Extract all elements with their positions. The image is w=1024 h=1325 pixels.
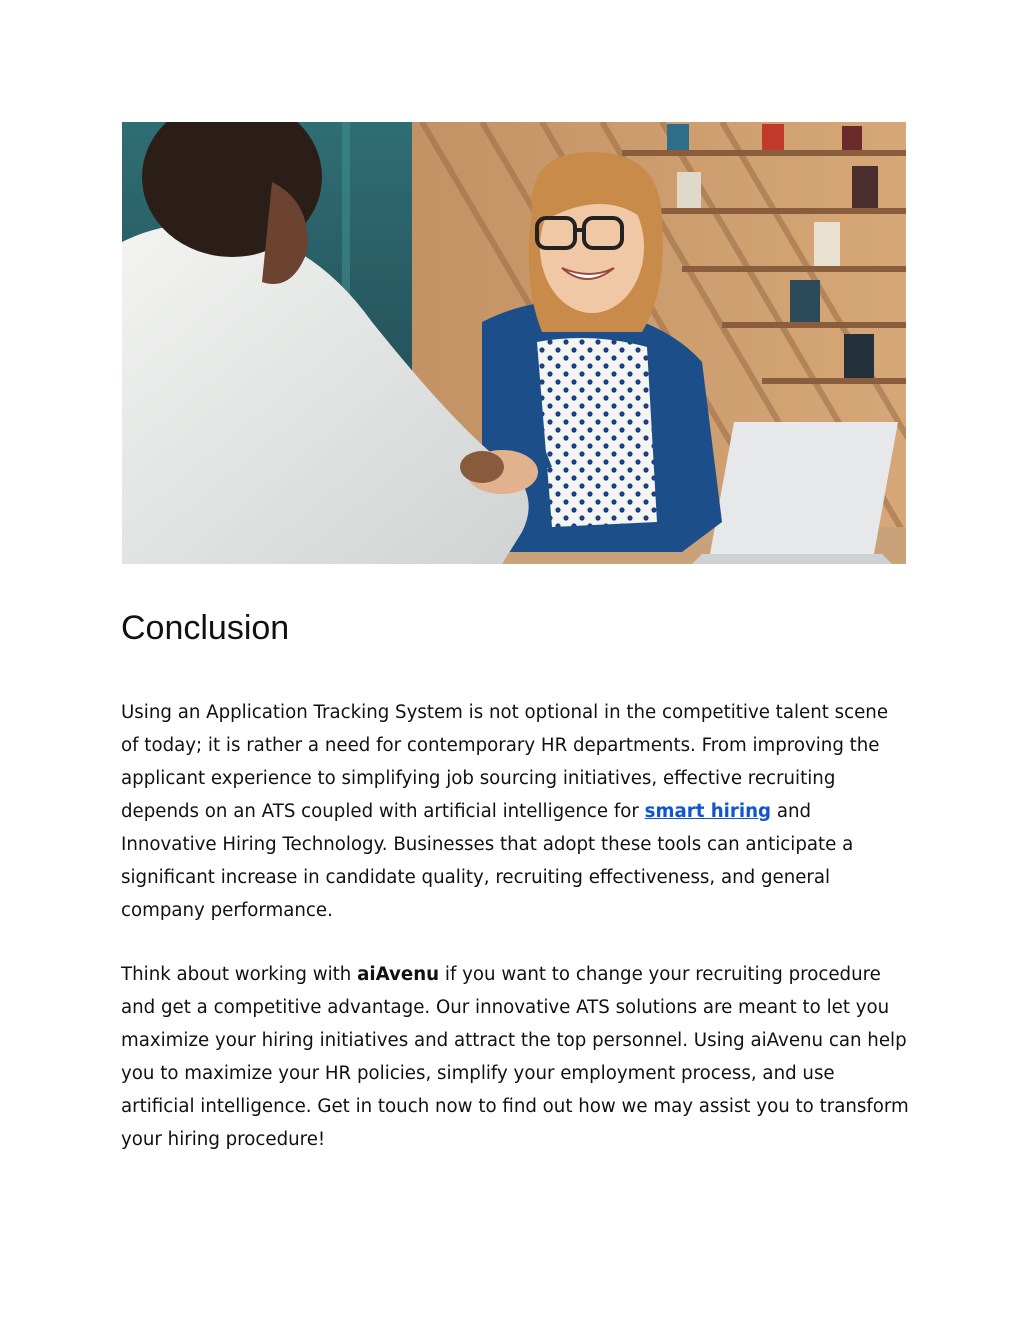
smart-hiring-link[interactable]: smart hiring (644, 801, 772, 822)
paragraph-text: and Innovative Hiring Technology. Businesses that adopt these tools can anticipate a significant increase in candidate quality, recruiting effectiveness, and general company performance. (121, 801, 854, 921)
paragraph-text: if you want to change your recruiting procedure and get a competitive advantage. Our innovative ATS solutions are meant to let you maximize your hiring initiatives and attract the top personnel. Using aiAvenu can help you to maximize your HR policies, simplify your employment process, and use artificial intelligence. Get in touch now to find out how we may assist you to transform your hiring procedure! (121, 964, 909, 1150)
brand-name: aiAvenu (357, 964, 440, 985)
paragraph-text: Using an Application Tracking System is not optional in the competitive talent scene of today; it is rather a need for contemporary HR departments. From improving the applicant experience to simplifying job sourcing initiatives, effective recruiting depends on an ATS coupled with artificial intelligence for (121, 702, 889, 822)
handshake-interview-photo-icon (122, 122, 906, 564)
conclusion-paragraph-2 (121, 958, 911, 1156)
conclusion-paragraph-1 (121, 696, 911, 927)
hero-photo (122, 122, 906, 564)
paragraph-text: Think about working with (121, 964, 358, 985)
page-title: Conclusion (121, 609, 290, 647)
